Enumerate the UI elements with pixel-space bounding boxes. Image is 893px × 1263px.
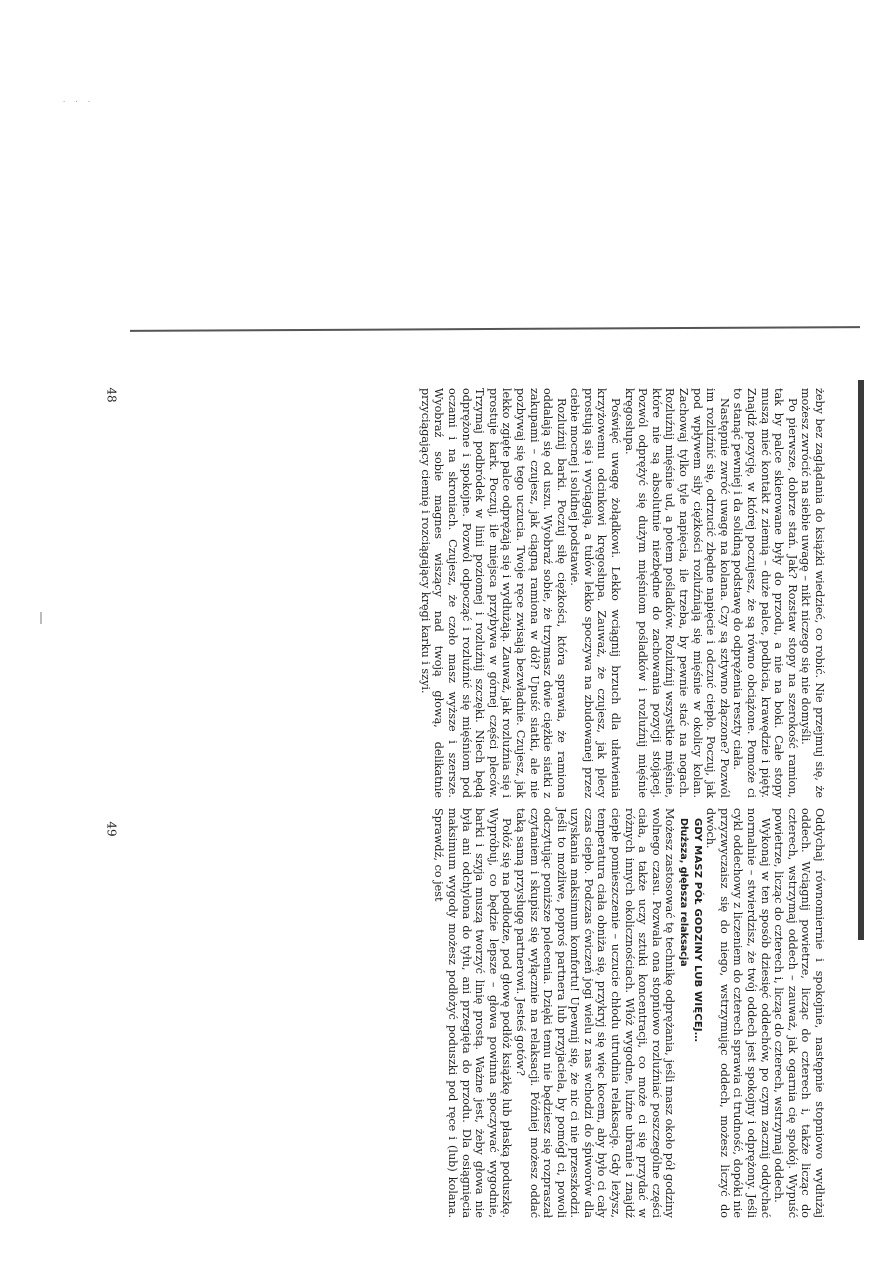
section-heading: GDY MASZ PÓŁ GODZINY LUB WIĘCEJ…: [691, 818, 703, 1043]
right-page-column: [432, 808, 826, 1218]
paragraph: Po pierwsze, dobrze stań. Jak? Rozstaw stopy na szerokość ramion, tak by palce skierowane były do przodu, a nie na boki. Całe stopy muszą mieć kontakt z ziemią – duże palce, podbicia, krawędzie i pięty. Znajdź pozycję, w której poczujesz, że są równo obciążone. Pomoże ci to stanąć pewniej i da solidną podstawę do odprężenia reszty ciała.: [731, 388, 799, 798]
paragraph: Możesz zastosować tę technikę odprężania, jeśli masz około pół godziny wolnego czasu. Pozwala ona stopniowo rozluźniać poszczególne części ciała, a także uczy sztuki koncentracji, co może ci się przydać w różnych innych okolicznościach. Włóż wygodne, luźne ubranie i znajdź ciepłe pomieszczenie – uczucie chłodu utrudnia relaksację. Gdy leżysz, temperatura ciała obniża się, przykryj się więc kocem, aby było ci cały czas ciepło. Podczas ćwiczeń jogi wielu z nas wchodzi do śpiworów dla uzyskania maksimum komfortu! Upewnij się, że nic ci nie przeszkodzi. Jeśli to możliwe, poproś partnera lub przyjaciela, by pomógł ci, powoli odczytując poniższe polecenia. Dzięki temu nie będziesz się rozpraszał czytaniem i skupisz się wyłącznie na relaksacji. Później możesz oddać taką samą przysługę partnerowi. Jesteś gotów?: [513, 808, 677, 1218]
page-edge-line: [130, 326, 860, 332]
subsection-heading: Dłuższa, głębsza relaksacja: [678, 818, 690, 967]
paragraph: Poświęć uwagę żołądkowi. Lekko wciągnij brzuch dla ułatwienia krzyżowemu odcinkowi kręgosłupa. Zauważ, że czujesz, jak plecy prostują się i wyciągają, a tułów lekko spoczywa na zbudowanej przez ciebie mocnej i solidnej podstawie.: [568, 388, 623, 798]
paragraph: żeby bez zaglądania do książki wiedzieć, co robić. Nie przejmuj się, że możesz zwrócić na siebie uwagę – nikt niczego się nie domyśli.: [799, 388, 826, 798]
paragraph: Wykonaj w ten sposób dziesięć oddechów, po czym zacznij oddychać normalnie – stwierdzisz, że twój oddech jest spokojny i odprężony. Jeśli cykl oddechowy z liczeniem do czterech sprawia ci trudność, dopóki nie przyzwyczaisz się do niego, wstrzymując oddech, możesz liczyć do dwóch.: [704, 808, 772, 1218]
gutter-mark: [40, 612, 42, 624]
page-number-right: 49: [104, 821, 119, 837]
paragraph: Rozluźnij barki. Poczuj siłę ciężkości, która sprawia, że ramiona oddalają się od uszu. Wyobraź sobie, że trzymasz dwie ciężkie siatki z zakupami – czujesz, jak ciągną ramiona w dół? Upuść siatki, ale nie pozbywaj się tego uczucia. Twoje ręce zwisają bezwładnie. Czujesz, jak lekko zgięte palce odprężają się i wydłużają. Zauważ, jak rozluźnia się i prostuje kark. Poczuj, ile miejsca przybywa w górnej części pleców. Trzymaj podbródek w linii poziomej i rozluźnij szczęki. Niech będą odprężone i spokojne. Pozwól odpocząć i rozluźnić się mięśniom pod oczami i na skroniach. Czujesz, że czoło masz wyższe i szersze. Wyobraź sobie magnes wiszący nad twoją głową, delikatnie przyciągający ciemię i rozciągający kręgi karku i szyi.: [418, 388, 568, 798]
page-number-left: 48: [104, 387, 119, 403]
scan-edge-shadow: [858, 380, 864, 940]
paragraph: Połóż się na podłodze, pod głowę podłóż książkę lub płaską poduszkę. Wypróbuj, co będzie lepsze – głowa powinna spoczywać wygodnie, barki i szyja muszą tworzyć linię prostą. Ważne jest, żeby głowa nie była ani odchylona do tyłu, ani przegięta do przodu. Dla osiągnięcia maksimum wygody możesz podłożyć poduszki pod ręce i (lub) kolana. Sprawdź, co jest: [432, 808, 514, 1218]
paragraph: Następnie zwróć uwagę na kolana. Czy są sztywno złączone? Pozwól im rozluźnić się, odrzucić zbędne napięcie i odczuć ciepło. Poczuj, jak pod wpływem siły ciężkości rozluźniają się mięśnie w okolicy kolan. Zachowaj tylko tyle napięcia, ile trzeba, by pewnie stać na nogach. Rozluźnij mięśnie ud, a potem pośladków. Rozluźnij wszystkie mięśnie, które nie są absolutnie niezbędne do zachowania pozycji stojącej. Pozwól odprężyć się dużym mięśniom pośladków i rozluźnij mięśnie kręgosłupa.: [622, 388, 731, 798]
left-page-column: [418, 388, 826, 798]
scan-specks: · · ·: [62, 98, 94, 106]
paragraph: Oddychaj równomiernie i spokojnie, następnie stopniowo wydłużaj oddech. Wciągnij powietrze, licząc do czterech i, także licząc do czterech, wstrzymaj oddech – zauważ, jak ogarnia cię spokój. Wypuść powietrze, licząc do czterech i, licząc do czterech, wstrzymaj oddech.: [772, 808, 826, 1218]
